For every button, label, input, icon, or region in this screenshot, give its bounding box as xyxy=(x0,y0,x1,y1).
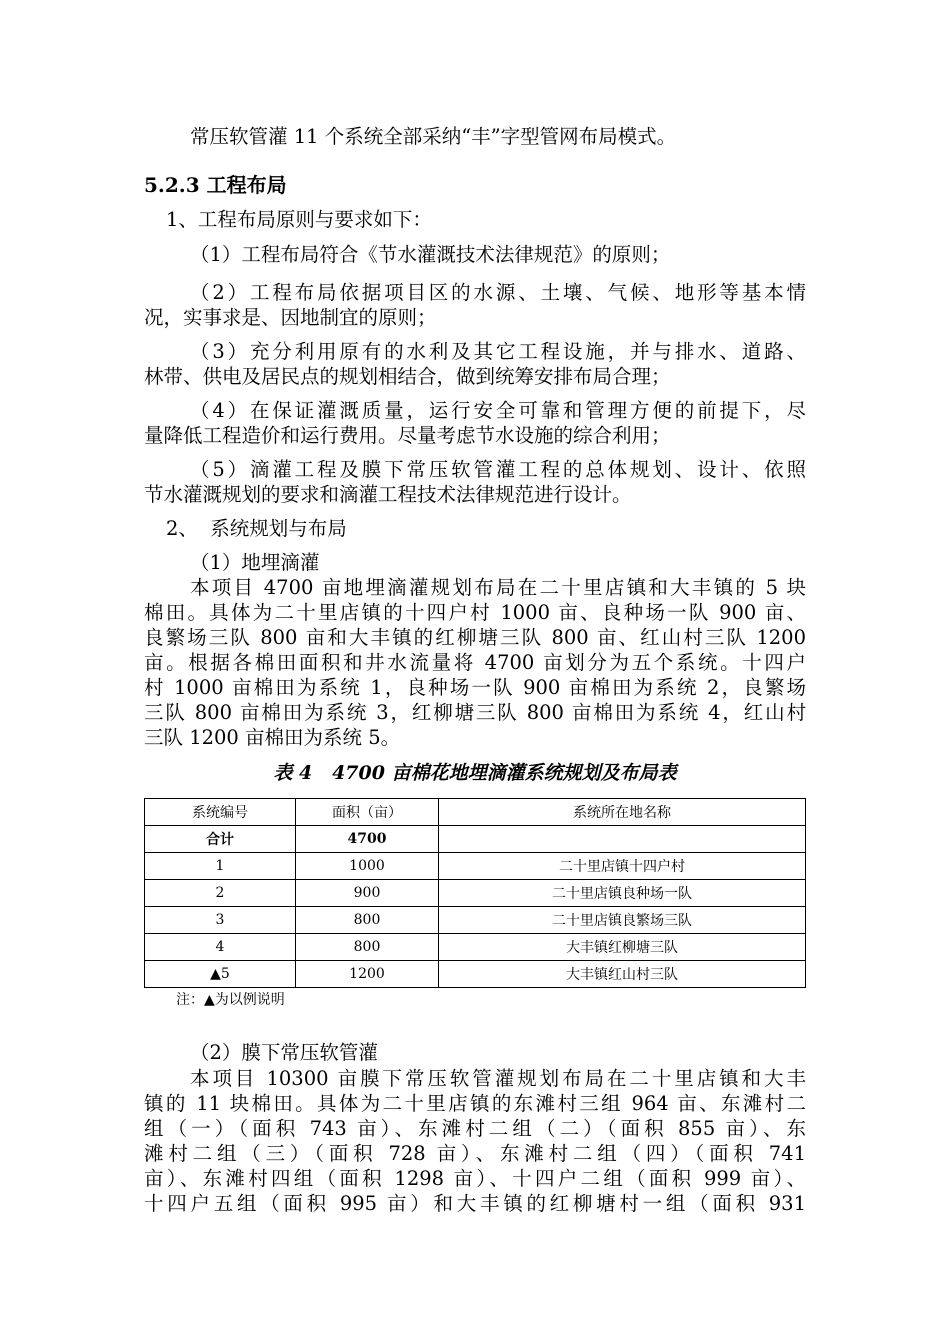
table-cell: 3 xyxy=(145,907,296,934)
drip-line-7: 三队 1200 亩棉田为系统 5。 xyxy=(144,726,401,749)
table-row xyxy=(145,880,806,907)
drip-line-1: 本项目 4700 亩地埋滴灌规划布局在二十里店镇和大丰镇的 5 块 xyxy=(190,576,806,599)
hose-line-6: 十四户五组（面积 995 亩）和大丰镇的红柳塘村一组（面积 931 xyxy=(144,1192,806,1215)
drip-line-4: 亩。根据各棉田面积和井水流量将 4700 亩划分为五个系统。十四户 xyxy=(144,651,806,674)
table-cell: 合计 xyxy=(145,826,296,853)
table-cell: 二十里店镇良种场一队 xyxy=(439,880,806,907)
hose-line-3: 组（一）（面积 743 亩）、东滩村二组（二）（面积 855 亩）、东 xyxy=(144,1117,806,1140)
table-row xyxy=(145,961,806,988)
principle-3-line-2: 林带、供电及居民点的规划相结合，做到统筹安排布局合理； xyxy=(144,365,671,388)
header-cell: 面积（亩） xyxy=(296,799,439,826)
hose-subtitle: （2）膜下常压软管灌 xyxy=(190,1041,378,1064)
principle-4-line-2: 量降低工程造价和运行费用。尽量考虑节水设施的综合利用； xyxy=(144,424,671,447)
principle-5-line-1: （5）滴灌工程及膜下常压软管灌工程的总体规划、设计、依照 xyxy=(190,458,806,481)
table-cell: 800 xyxy=(296,934,439,961)
intro-paragraph: 常压软管灌 11 个系统全部采纳“丰”字型管网布局模式。 xyxy=(190,125,677,148)
item1-title: 1、工程布局原则与要求如下： xyxy=(166,208,432,231)
principle-5-line-2: 节水灌溉规划的要求和滴灌工程技术法律规范进行设计。 xyxy=(144,483,632,506)
principle-1: （1）工程布局符合《节水灌溉技术法律规范》的原则； xyxy=(190,243,671,266)
table-cell: 4700 xyxy=(296,826,439,853)
table-caption: 表 4 4700 亩棉花地埋滴灌系统规划及布局表 xyxy=(273,762,677,784)
drip-line-2: 棉田。具体为二十里店镇的十四户村 1000 亩、良种场一队 900 亩、 xyxy=(144,601,806,624)
principle-3-line-1: （3）充分利用原有的水利及其它工程设施，并与排水、道路、 xyxy=(190,340,806,363)
table-note: 注：▲为以例说明 xyxy=(176,992,285,1008)
table-cell: 大丰镇红山村三队 xyxy=(439,961,806,988)
table-cell: 1000 xyxy=(296,853,439,880)
section-heading: 5.2.3 工程布局 xyxy=(144,173,287,197)
item2-title: 2、 系统规划与布局 xyxy=(166,517,347,540)
drip-line-3: 良繁场三队 800 亩和大丰镇的红柳塘三队 800 亩、红山村三队 1200 xyxy=(144,626,806,649)
table-cell: 4 xyxy=(145,934,296,961)
table-row xyxy=(145,934,806,961)
table-cell: 1 xyxy=(145,853,296,880)
principle-4-line-1: （4）在保证灌溉质量，运行安全可靠和管理方便的前提下，尽 xyxy=(190,399,806,422)
table-cell xyxy=(439,826,806,853)
table-total-row xyxy=(145,826,806,853)
header-cell: 系统所在地名称 xyxy=(439,799,806,826)
table-cell: 二十里店镇良繁场三队 xyxy=(439,907,806,934)
table-cell: ▲5 xyxy=(145,961,296,988)
table-cell: 1200 xyxy=(296,961,439,988)
table-header-row xyxy=(145,799,806,826)
header-cell: 系统编号 xyxy=(145,799,296,826)
drip-line-6: 三队 800 亩棉田为系统 3，红柳塘三队 800 亩棉田为系统 4，红山村 xyxy=(144,701,806,724)
table-row xyxy=(145,907,806,934)
drip-subtitle: （1）地埋滴灌 xyxy=(190,551,320,574)
principle-2-line-1: （2）工程布局依据项目区的水源、土壤、气候、地形等基本情 xyxy=(190,281,806,304)
table-cell: 800 xyxy=(296,907,439,934)
hose-line-5: 亩）、东滩村四组（面积 1298 亩）、十四户二组（面积 999 亩）、 xyxy=(144,1167,806,1190)
drip-line-5: 村 1000 亩棉田为系统 1，良种场一队 900 亩棉田为系统 2，良繁场 xyxy=(144,676,806,699)
principle-2-line-2: 况，实事求是、因地制宜的原则； xyxy=(144,306,437,329)
table-row xyxy=(145,853,806,880)
table-cell: 900 xyxy=(296,880,439,907)
table-cell: 二十里店镇十四户村 xyxy=(439,853,806,880)
system-table xyxy=(144,798,806,988)
hose-line-4: 滩村二组（三）（面积 728 亩）、东滩村二组（四）（面积 741 xyxy=(144,1142,806,1165)
hose-line-2: 镇的 11 块棉田。具体为二十里店镇的东滩村三组 964 亩、东滩村二 xyxy=(144,1092,806,1115)
table-cell: 2 xyxy=(145,880,296,907)
hose-line-1: 本项目 10300 亩膜下常压软管灌规划布局在二十里店镇和大丰 xyxy=(190,1067,806,1090)
table-cell: 大丰镇红柳塘三队 xyxy=(439,934,806,961)
